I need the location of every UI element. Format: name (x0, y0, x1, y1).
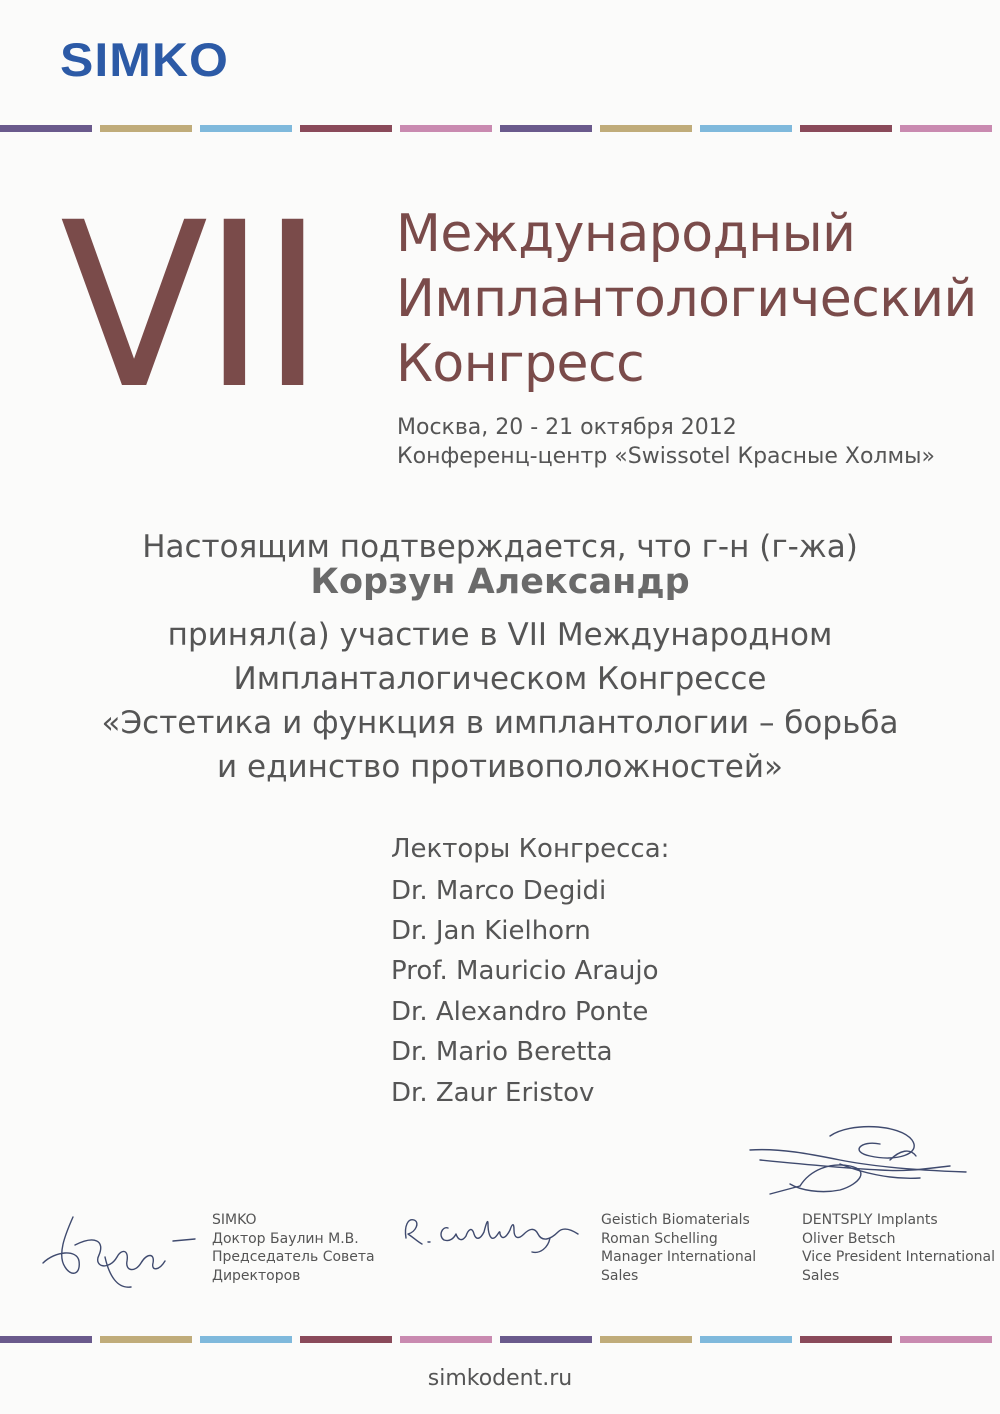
simko-logo: SIMKO (60, 33, 229, 87)
signatory-line: DENTSPLY Implants (802, 1212, 938, 1228)
stripe-segment (700, 1336, 792, 1343)
stripe-segment (900, 125, 992, 132)
lecturer-name: Dr. Jan Kielhorn (391, 916, 591, 946)
signatory-line: Oliver Betsch (802, 1230, 896, 1247)
stripe-segment (400, 1336, 492, 1343)
stripe-segment (0, 125, 92, 132)
lecturers-heading: Лекторы Конгресса: (391, 834, 670, 864)
website-url: simkodent.ru (427, 1366, 573, 1391)
certificate-body-line: принял(а) участие в VII Международном (167, 617, 833, 653)
signatory-line: Sales (601, 1267, 639, 1284)
signatory-line: Vice President International (802, 1249, 996, 1265)
stripe-segment (300, 1336, 392, 1343)
stripe-segment (500, 125, 592, 132)
signatory-line: Geistich Biomaterials (601, 1212, 750, 1228)
signatory-line: Директоров (212, 1267, 301, 1284)
stripe-segment (300, 125, 392, 132)
stripe-segment (900, 1336, 992, 1343)
congress-title-line: Имплантологический (396, 269, 977, 329)
signature-schelling (400, 1210, 590, 1260)
signatory-geistlich (601, 1211, 756, 1285)
stripe-segment (100, 125, 192, 132)
lecturer-name: Dr. Zaur Eristov (391, 1078, 595, 1108)
lecturer-name: Dr. Alexandro Ponte (391, 997, 649, 1027)
lecturer-name: Dr. Mario Beretta (391, 1037, 613, 1067)
signatory-line: Председатель Совета (212, 1249, 375, 1265)
stripe-segment (200, 125, 292, 132)
signatory-simko (212, 1211, 375, 1285)
signatory-line: Manager International (601, 1249, 757, 1265)
stripe-segment (600, 1336, 692, 1343)
congress-title-line: Конгресс (396, 334, 645, 394)
signature-betsch (740, 1120, 970, 1200)
lecturer-name: Prof. Mauricio Araujo (391, 956, 659, 986)
stripe-segment (0, 1336, 92, 1343)
lecturer-name: Dr. Marco Degidi (391, 876, 607, 906)
stripe-segment (400, 125, 492, 132)
signatory-dentsply (802, 1211, 995, 1285)
signature-baulin (35, 1205, 205, 1295)
stripe-segment (100, 1336, 192, 1343)
certificate-body-line: Импланталогическом Конгрессе (233, 661, 767, 697)
stripe-segment (700, 125, 792, 132)
stripe-segment (500, 1336, 592, 1343)
stripe-segment (200, 1336, 292, 1343)
congress-numeral: VII (60, 173, 319, 439)
certificate-body-line: «Эстетика и функция в имплантологии – борьба (101, 705, 899, 741)
participant-name: Корзун Александр (310, 562, 690, 602)
signatory-line: Доктор Баулин М.В. (212, 1230, 359, 1247)
top-color-stripe (0, 125, 1000, 132)
bottom-color-stripe (0, 1336, 1000, 1343)
certificate-intro: Настоящим подтверждается, что г-н (г-жа) (142, 529, 858, 565)
stripe-segment (800, 125, 892, 132)
certificate-body-line: и единство противоположностей» (217, 749, 783, 785)
signatory-line: Sales (802, 1267, 840, 1284)
congress-date: Москва, 20 - 21 октября 2012 (397, 415, 737, 440)
stripe-segment (800, 1336, 892, 1343)
signatory-line: Roman Schelling (601, 1230, 718, 1247)
congress-title-line: Международный (396, 204, 856, 264)
congress-venue: Конференц-центр «Swissotel Красные Холмы» (397, 444, 935, 469)
signatory-line: SIMKO (212, 1212, 257, 1228)
stripe-segment (600, 125, 692, 132)
